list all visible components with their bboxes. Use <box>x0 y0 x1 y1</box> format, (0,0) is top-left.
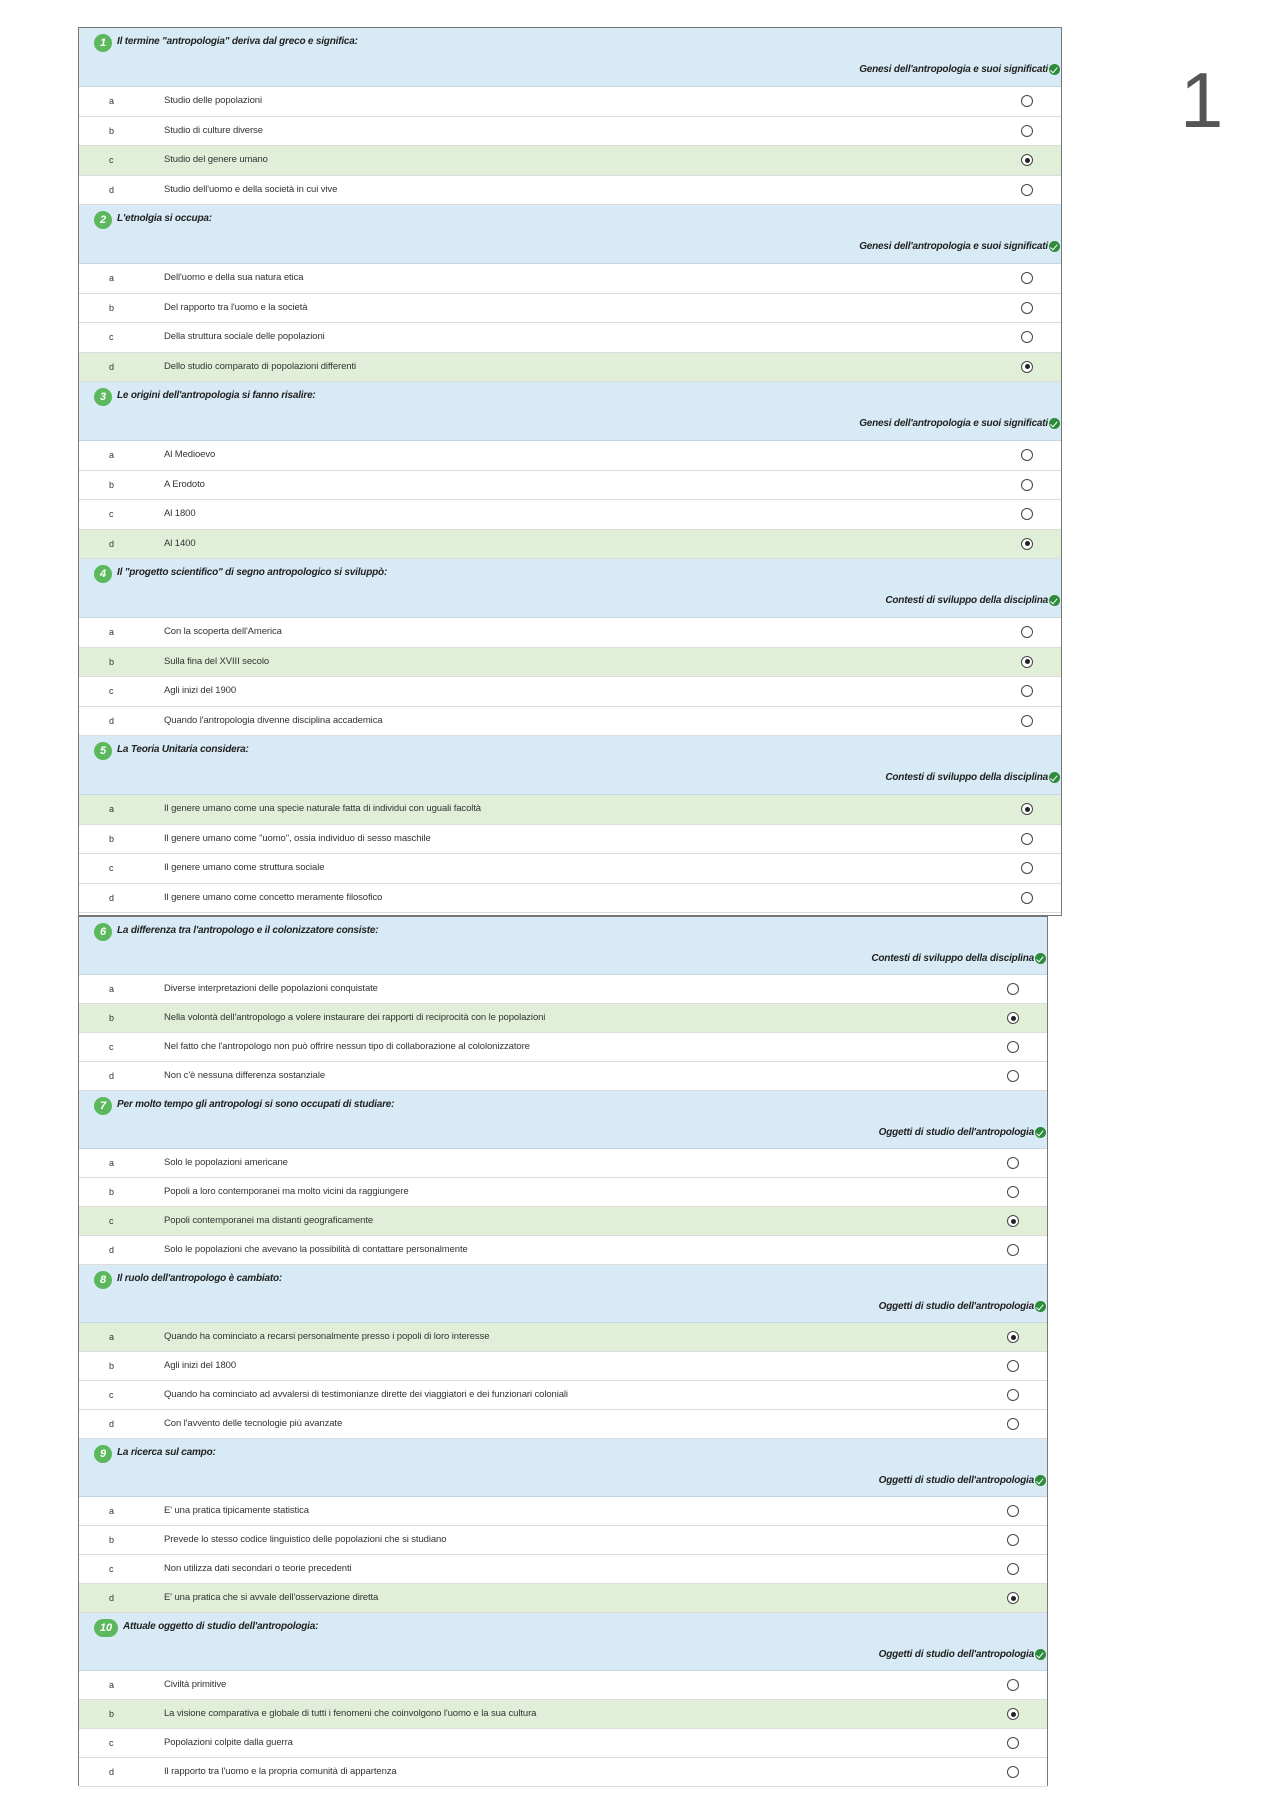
answer-option-b[interactable] <box>79 1004 1047 1033</box>
option-letter: c <box>109 509 114 519</box>
question-header <box>79 917 1047 975</box>
radio-icon[interactable] <box>1021 892 1033 904</box>
option-text: Il genere umano come concetto meramente filosofico <box>164 891 383 903</box>
option-text: Civiltà primitive <box>164 1679 227 1690</box>
radio-icon[interactable] <box>1007 983 1019 995</box>
option-letter: d <box>109 715 115 726</box>
option-letter: c <box>109 332 114 342</box>
option-text: Dello studio comparato di popolazioni differenti <box>164 360 357 372</box>
radio-icon[interactable] <box>1007 1389 1019 1401</box>
option-text: Prevede lo stesso codice linguistico delle popolazioni che si studiano <box>164 1534 447 1545</box>
radio-icon[interactable] <box>1007 1070 1019 1082</box>
check-circle-icon <box>1035 953 1046 964</box>
option-text: Il genere umano come struttura sociale <box>164 862 325 873</box>
question-9 <box>79 1439 1047 1613</box>
option-text: Agli inizi del 1800 <box>164 1360 237 1371</box>
radio-icon[interactable] <box>1021 272 1033 284</box>
answer-option-d[interactable] <box>79 1062 1047 1091</box>
topic-label: Genesi dell'antropologia e suoi significati <box>859 64 1048 75</box>
option-text: Non c'è nessuna differenza sostanziale <box>164 1070 326 1081</box>
option-text: E' una pratica tipicamente statistica <box>164 1505 309 1516</box>
option-letter: b <box>109 1187 115 1197</box>
question-number-badge: 3 <box>94 388 112 406</box>
option-text: Popoli contemporanei ma distanti geograficamente <box>164 1215 374 1226</box>
radio-icon[interactable] <box>1007 1737 1019 1749</box>
radio-icon[interactable] <box>1007 1766 1019 1778</box>
answer-option-b[interactable] <box>79 1700 1047 1729</box>
check-circle-icon <box>1035 1475 1046 1486</box>
option-letter: a <box>109 627 115 637</box>
radio-icon[interactable] <box>1021 685 1033 697</box>
check-circle-icon <box>1049 241 1060 252</box>
option-text: Dell'uomo e della sua natura etica <box>164 272 304 283</box>
question-4 <box>79 559 1061 736</box>
option-letter: d <box>109 1245 115 1255</box>
radio-icon[interactable] <box>1007 1563 1019 1575</box>
question-8 <box>79 1265 1047 1439</box>
option-letter: c <box>109 686 114 696</box>
question-number-badge: 9 <box>94 1445 112 1463</box>
answer-option-b[interactable] <box>79 825 1061 855</box>
option-text: Popoli a loro contemporanei ma molto vicini da raggiungere <box>164 1186 409 1197</box>
answer-option-c[interactable] <box>79 323 1061 353</box>
answer-option-c[interactable] <box>79 500 1061 530</box>
option-letter: a <box>109 1332 115 1342</box>
radio-icon[interactable] <box>1021 626 1033 638</box>
option-letter: c <box>109 155 114 165</box>
option-text: Diverse interpretazioni delle popolazioni conquistate <box>164 983 378 994</box>
answer-option-d[interactable] <box>79 353 1061 383</box>
option-text: Al 1400 <box>164 537 196 549</box>
radio-icon[interactable] <box>1021 302 1033 314</box>
question-6 <box>79 917 1047 1091</box>
question-topic <box>885 772 1060 783</box>
answer-option-a[interactable] <box>79 1497 1047 1526</box>
question-number-badge: 6 <box>94 923 112 941</box>
topic-label: Contesti di sviluppo della disciplina <box>885 772 1048 783</box>
question-number-badge: 5 <box>94 742 112 760</box>
question-header <box>79 1439 1047 1497</box>
radio-selected-icon[interactable] <box>1007 1708 1019 1720</box>
answer-option-b[interactable] <box>79 294 1061 324</box>
question-topic <box>879 1301 1046 1312</box>
radio-icon[interactable] <box>1007 1244 1019 1256</box>
question-header <box>79 205 1061 264</box>
question-header <box>79 28 1061 87</box>
answer-option-b[interactable] <box>79 1526 1047 1555</box>
quiz-page-section-2 <box>78 916 1048 1786</box>
answer-option-d[interactable] <box>79 1236 1047 1265</box>
option-letter: b <box>109 1013 115 1023</box>
radio-icon[interactable] <box>1021 833 1033 845</box>
radio-icon[interactable] <box>1007 1157 1019 1169</box>
answer-option-a[interactable] <box>79 975 1047 1004</box>
topic-label: Oggetti di studio dell'antropologia <box>878 1649 1034 1660</box>
option-letter: a <box>109 96 115 106</box>
radio-icon[interactable] <box>1007 1505 1019 1517</box>
option-letter: d <box>109 361 115 372</box>
question-header <box>79 736 1061 795</box>
option-letter: a <box>109 804 115 814</box>
option-text: Nel fatto che l'antropologo non può offrire nessun tipo di collaborazione al cololonizzatore <box>164 1041 530 1052</box>
option-text: Quando ha cominciato ad avvalersi di testimonianze dirette dei viaggiatori e dei funzionari coloniali <box>164 1389 568 1400</box>
page-number: 1 <box>1180 56 1224 144</box>
answer-option-d[interactable] <box>79 884 1061 914</box>
option-text: Il rapporto tra l'uomo e la propria comunità di appartenza <box>164 1766 397 1777</box>
radio-selected-icon[interactable] <box>1007 1012 1019 1024</box>
radio-icon[interactable] <box>1021 125 1033 137</box>
radio-icon[interactable] <box>1021 184 1033 196</box>
question-header <box>79 382 1061 441</box>
radio-icon[interactable] <box>1007 1186 1019 1198</box>
option-text: Popolazioni colpite dalla guerra <box>164 1737 293 1748</box>
option-letter: c <box>109 1216 114 1226</box>
radio-selected-icon[interactable] <box>1021 538 1033 550</box>
question-number-badge: 1 <box>94 34 112 52</box>
option-text: Il genere umano come una specie naturale fatta di individui con uguali facoltà <box>164 803 481 814</box>
option-letter: b <box>109 1535 115 1545</box>
check-circle-icon <box>1049 595 1060 606</box>
check-circle-icon <box>1035 1127 1046 1138</box>
question-text: L'etnolgia si occupa: <box>117 213 212 224</box>
question-topic <box>879 1127 1046 1138</box>
option-letter: b <box>109 656 115 667</box>
check-circle-icon <box>1049 64 1060 75</box>
answer-option-d[interactable] <box>79 1584 1047 1613</box>
answer-option-a[interactable] <box>79 441 1061 471</box>
check-circle-icon <box>1035 1649 1046 1660</box>
option-text: Sulla fina del XVIII secolo <box>164 655 270 667</box>
answer-option-c[interactable] <box>79 1207 1047 1236</box>
option-text: Al 1800 <box>164 508 196 519</box>
answer-option-c[interactable] <box>79 1555 1047 1584</box>
question-topic <box>871 953 1046 964</box>
option-letter: b <box>109 302 115 313</box>
question-topic <box>859 64 1060 75</box>
option-letter: b <box>109 833 115 844</box>
option-letter: d <box>109 892 115 903</box>
option-text: E' una pratica che si avvale dell'osservazione diretta <box>164 1592 379 1603</box>
answer-option-a[interactable] <box>79 87 1061 117</box>
radio-selected-icon[interactable] <box>1021 154 1033 166</box>
radio-icon[interactable] <box>1007 1679 1019 1691</box>
answer-option-c[interactable] <box>79 1381 1047 1410</box>
option-text: Della struttura sociale delle popolazioni <box>164 331 325 342</box>
radio-selected-icon[interactable] <box>1021 803 1033 815</box>
question-topic <box>859 241 1060 252</box>
topic-label: Genesi dell'antropologia e suoi significati <box>859 241 1048 252</box>
topic-label: Oggetti di studio dell'antropologia <box>878 1127 1034 1138</box>
answer-option-a[interactable] <box>79 1671 1047 1700</box>
option-text: La visione comparativa e globale di tutti i fenomeni che coinvolgono l'uomo e la sua cultura <box>164 1708 537 1719</box>
check-circle-icon <box>1035 1301 1046 1312</box>
option-letter: a <box>109 450 115 460</box>
option-letter: d <box>109 1767 115 1777</box>
question-5 <box>79 736 1061 913</box>
option-letter: d <box>109 1071 115 1081</box>
option-text: Solo le popolazioni americane <box>164 1157 288 1168</box>
question-10 <box>79 1613 1047 1787</box>
answer-option-d[interactable] <box>79 1758 1047 1787</box>
option-letter: b <box>109 125 115 136</box>
option-text: Studio del genere umano <box>164 154 268 165</box>
option-text: Con la scoperta dell'America <box>164 626 282 637</box>
question-7 <box>79 1091 1047 1265</box>
question-header <box>79 1613 1047 1671</box>
option-letter: a <box>109 1506 115 1516</box>
option-letter: c <box>109 863 114 873</box>
answer-option-d[interactable] <box>79 176 1061 206</box>
topic-label: Oggetti di studio dell'antropologia <box>878 1475 1034 1486</box>
radio-icon[interactable] <box>1007 1534 1019 1546</box>
option-letter: b <box>109 1361 115 1371</box>
question-text: Attuale oggetto di studio dell'antropologia: <box>123 1621 319 1632</box>
question-header <box>79 559 1061 618</box>
answer-option-a[interactable] <box>79 264 1061 294</box>
option-letter: d <box>109 1419 115 1429</box>
option-letter: d <box>109 1593 115 1603</box>
topic-label: Oggetti di studio dell'antropologia <box>878 1301 1034 1312</box>
radio-selected-icon[interactable] <box>1007 1331 1019 1343</box>
answer-option-a[interactable] <box>79 1323 1047 1352</box>
option-text: Il genere umano come "uomo", ossia individuo di sesso maschile <box>164 832 431 844</box>
topic-label: Contesti di sviluppo della disciplina <box>885 595 1048 606</box>
radio-icon[interactable] <box>1007 1041 1019 1053</box>
radio-icon[interactable] <box>1021 715 1033 727</box>
question-text: La ricerca sul campo: <box>117 1447 216 1458</box>
topic-label: Genesi dell'antropologia e suoi significati <box>859 418 1048 429</box>
topic-label: Contesti di sviluppo della disciplina <box>871 953 1034 964</box>
option-text: Nella volontà dell'antropologo a volere instaurare dei rapporti di reciprocità con le popolazioni <box>164 1012 546 1023</box>
option-text: Solo le popolazioni che avevano la possibilità di contattare personalmente <box>164 1244 468 1255</box>
answer-option-b[interactable] <box>79 1178 1047 1207</box>
option-text: Studio delle popolazioni <box>164 95 262 106</box>
radio-selected-icon[interactable] <box>1007 1592 1019 1604</box>
option-letter: d <box>109 184 115 195</box>
option-letter: c <box>109 1042 114 1052</box>
option-letter: a <box>109 273 115 283</box>
option-text: Non utilizza dati secondari o teorie precedenti <box>164 1563 352 1574</box>
radio-icon[interactable] <box>1021 449 1033 461</box>
option-text: Studio di culture diverse <box>164 124 263 136</box>
option-text: Agli inizi del 1900 <box>164 685 237 696</box>
option-letter: c <box>109 1738 114 1748</box>
option-letter: c <box>109 1564 114 1574</box>
question-topic <box>879 1649 1046 1660</box>
radio-icon[interactable] <box>1021 508 1033 520</box>
question-number-badge: 10 <box>94 1619 118 1637</box>
option-text: Al Medioevo <box>164 449 216 460</box>
option-text: Con l'avvento delle tecnologie più avanzate <box>164 1418 343 1429</box>
radio-selected-icon[interactable] <box>1021 656 1033 668</box>
option-letter: d <box>109 538 115 549</box>
answer-option-c[interactable] <box>79 1033 1047 1062</box>
radio-icon[interactable] <box>1021 479 1033 491</box>
option-letter: a <box>109 1680 115 1690</box>
question-text: Il termine "antropologia" deriva dal greco e significa: <box>117 36 358 47</box>
question-3 <box>79 382 1061 559</box>
option-text: Studio dell'uomo e della società in cui vive <box>164 183 338 195</box>
question-1 <box>79 28 1061 205</box>
answer-option-c[interactable] <box>79 146 1061 176</box>
answer-option-d[interactable] <box>79 530 1061 560</box>
answer-option-c[interactable] <box>79 1729 1047 1758</box>
answer-option-b[interactable] <box>79 117 1061 147</box>
answer-option-a[interactable] <box>79 618 1061 648</box>
question-text: La Teoria Unitaria considera: <box>117 744 249 755</box>
question-header <box>79 1091 1047 1149</box>
answer-option-c[interactable] <box>79 677 1061 707</box>
quiz-page-section-1 <box>78 27 1062 916</box>
radio-icon[interactable] <box>1007 1418 1019 1430</box>
question-topic <box>879 1475 1046 1486</box>
answer-option-d[interactable] <box>79 707 1061 737</box>
radio-selected-icon[interactable] <box>1007 1215 1019 1227</box>
question-text: Le origini dell'antropologia si fanno risalire: <box>117 390 316 401</box>
answer-option-b[interactable] <box>79 471 1061 501</box>
radio-icon[interactable] <box>1021 331 1033 343</box>
option-text: Quando ha cominciato a recarsi personalmente presso i popoli di loro interesse <box>164 1331 490 1342</box>
question-topic <box>885 595 1060 606</box>
option-letter: b <box>109 479 115 490</box>
answer-option-a[interactable] <box>79 795 1061 825</box>
check-circle-icon <box>1049 418 1060 429</box>
radio-icon[interactable] <box>1007 1360 1019 1372</box>
option-letter: c <box>109 1390 114 1400</box>
option-text: Quando l'antropologia divenne disciplina accademica <box>164 714 383 726</box>
answer-option-b[interactable] <box>79 648 1061 678</box>
radio-icon[interactable] <box>1021 862 1033 874</box>
option-text: Del rapporto tra l'uomo e la società <box>164 301 308 313</box>
question-text: Il ruolo dell'antropologo è cambiato: <box>117 1273 282 1284</box>
answer-option-d[interactable] <box>79 1410 1047 1439</box>
option-letter: a <box>109 1158 115 1168</box>
option-text: A Erodoto <box>164 478 205 490</box>
question-text: Il "progetto scientifico" di segno antropologico si sviluppò: <box>117 567 388 578</box>
answer-option-a[interactable] <box>79 1149 1047 1178</box>
question-text: La differenza tra l'antropologo e il colonizzatore consiste: <box>117 925 379 936</box>
radio-selected-icon[interactable] <box>1021 361 1033 373</box>
question-number-badge: 2 <box>94 211 112 229</box>
question-text: Per molto tempo gli antropologi si sono occupati di studiare: <box>117 1099 395 1110</box>
option-letter: a <box>109 984 115 994</box>
question-topic <box>859 418 1060 429</box>
question-number-badge: 4 <box>94 565 112 583</box>
option-letter: b <box>109 1709 115 1719</box>
question-header <box>79 1265 1047 1323</box>
answer-option-c[interactable] <box>79 854 1061 884</box>
answer-option-b[interactable] <box>79 1352 1047 1381</box>
radio-icon[interactable] <box>1021 95 1033 107</box>
question-2 <box>79 205 1061 382</box>
question-number-badge: 7 <box>94 1097 112 1115</box>
check-circle-icon <box>1049 772 1060 783</box>
question-number-badge: 8 <box>94 1271 112 1289</box>
